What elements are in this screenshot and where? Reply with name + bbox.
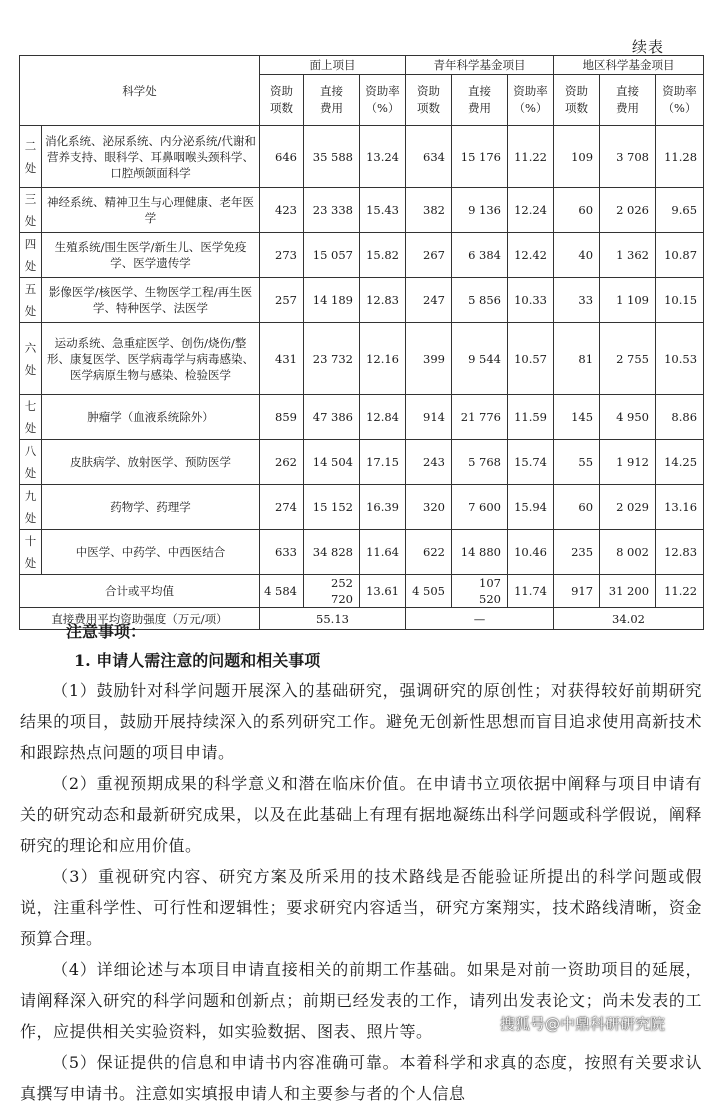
total-value-cell: 107 520 [452, 575, 508, 608]
value-cell: 12.84 [360, 395, 406, 440]
value-cell: 15.94 [508, 485, 554, 530]
value-cell: 247 [406, 278, 452, 323]
division-char: 处 [24, 466, 37, 480]
division-cell [20, 440, 42, 485]
watermark-text: 搜狐号@中鼎科研研究院 [500, 1015, 666, 1033]
division-char: 八 [24, 444, 37, 458]
value-cell: 16.39 [360, 485, 406, 530]
value-cell: 12.16 [360, 323, 406, 395]
value-cell: 11.64 [360, 530, 406, 575]
value-cell: 23 338 [304, 188, 360, 233]
value-cell: 10.33 [508, 278, 554, 323]
division-char: 处 [24, 556, 37, 570]
division-char: 五 [24, 282, 37, 296]
subheader-cell: 直接 费用 [304, 75, 360, 126]
header-division: 科学处 [20, 56, 260, 126]
value-cell: 431 [260, 323, 304, 395]
division-cell [20, 485, 42, 530]
value-cell: 5 856 [452, 278, 508, 323]
table-row [20, 233, 704, 278]
value-cell: 14 504 [304, 440, 360, 485]
continued-label: 续表 [632, 38, 665, 56]
total-value-cell: 4 505 [406, 575, 452, 608]
intensity-value-cell: — [406, 608, 554, 630]
value-cell: 10.15 [656, 278, 704, 323]
value-cell: 21 776 [452, 395, 508, 440]
subject-cell: 皮肤病学、放射医学、预防医学 [42, 440, 260, 485]
value-cell: 2 026 [600, 188, 656, 233]
value-cell: 273 [260, 233, 304, 278]
division-char: 处 [24, 160, 37, 175]
value-cell: 12.24 [508, 188, 554, 233]
value-cell: 14.25 [656, 440, 704, 485]
subject-cell: 药物学、药理学 [42, 485, 260, 530]
value-cell: 8 002 [600, 530, 656, 575]
subject-cell: 运动系统、急重症医学、创伤/烧伤/整形、康复医学、医学病毒学与病毒感染、医学病原生物与感染、检验医学 [42, 323, 260, 395]
value-cell: 423 [260, 188, 304, 233]
note-paragraph: （2）重视预期成果的科学意义和潜在临床价值。在申请书立项依据中阐释与项目申请有关的研究动态和最新研究成果，以及在此基础上有理有据地凝练出科学问题或科学假说，阐释研究的理论和应用价值。 [20, 774, 702, 855]
notes-title: 注意事项： [66, 622, 147, 641]
table-row [20, 278, 704, 323]
header-group-general: 面上项目 [260, 56, 406, 75]
value-cell: 5 768 [452, 440, 508, 485]
note-paragraph: （4）详细论述与本项目申请直接相关的前期工作基础。如果是对前一资助项目的延展，请阐释深入研究的科学问题和创新点；前期已经发表的工作，请列出发表论文；尚未发表的工作，应提供相关实验资料，如实验数据、图表、照片等。 [20, 960, 702, 1041]
value-cell: 15.82 [360, 233, 406, 278]
value-cell: 17.15 [360, 440, 406, 485]
intensity-value-cell: 55.13 [260, 608, 406, 630]
subject-cell: 神经系统、精神卫生与心理健康、老年医学 [42, 188, 260, 233]
value-cell: 12.42 [508, 233, 554, 278]
table-row [20, 323, 704, 395]
subject-cell: 影像医学/核医学、生物医学工程/再生医学、特种医学、法医学 [42, 278, 260, 323]
total-label: 合计或平均值 [20, 575, 260, 608]
value-cell: 9 544 [452, 323, 508, 395]
value-cell: 12.83 [360, 278, 406, 323]
division-cell [20, 395, 42, 440]
division-char: 处 [24, 259, 37, 273]
value-cell: 399 [406, 323, 452, 395]
division-char: 七 [24, 399, 37, 413]
value-cell: 235 [554, 530, 600, 575]
value-cell: 10.87 [656, 233, 704, 278]
value-cell: 9 136 [452, 188, 508, 233]
subject-cell: 消化系统、泌尿系统、内分泌系统/代谢和营养支持、眼科学、耳鼻咽喉头颈科学、口腔颅颌面科学 [42, 126, 260, 188]
value-cell: 382 [406, 188, 452, 233]
subheader-cell: 资助率 （%） [360, 75, 406, 126]
value-cell: 243 [406, 440, 452, 485]
value-cell: 262 [260, 440, 304, 485]
table-row [20, 126, 704, 188]
division-char: 三 [24, 192, 37, 206]
header-group-regional: 地区科学基金项目 [554, 56, 704, 75]
value-cell: 60 [554, 485, 600, 530]
subheader-cell: 资助率 （%） [656, 75, 704, 126]
value-cell: 10.46 [508, 530, 554, 575]
value-cell: 13.16 [656, 485, 704, 530]
value-cell: 1 362 [600, 233, 656, 278]
division-cell [20, 188, 42, 233]
division-cell [20, 278, 42, 323]
note-paragraph: （3）重视研究内容、研究方案及所采用的技术路线是否能验证所提出的科学问题或假说，注重科学性、可行性和逻辑性；要求研究内容适当，研究方案翔实，技术路线清晰，资金预算合理。 [20, 867, 702, 948]
value-cell: 14 880 [452, 530, 508, 575]
value-cell: 60 [554, 188, 600, 233]
value-cell: 859 [260, 395, 304, 440]
intensity-value-cell: 34.02 [554, 608, 704, 630]
division-char: 九 [24, 489, 37, 503]
subheader-cell: 资助 项数 [554, 75, 600, 126]
division-cell [20, 233, 42, 278]
division-cell [20, 126, 42, 188]
value-cell: 2 755 [600, 323, 656, 395]
subheader-cell: 资助率 （%） [508, 75, 554, 126]
subject-cell: 中医学、中药学、中西医结合 [42, 530, 260, 575]
value-cell: 320 [406, 485, 452, 530]
note-paragraph: （5）保证提供的信息和申请书内容准确可靠。本着科学和求真的态度，按照有关要求认真撰写申请书。注意如实填报申请人和主要参与者的个人信息 [20, 1053, 702, 1103]
value-cell: 633 [260, 530, 304, 575]
value-cell: 109 [554, 126, 600, 188]
value-cell: 15 176 [452, 126, 508, 188]
value-cell: 15.74 [508, 440, 554, 485]
value-cell: 1 109 [600, 278, 656, 323]
intensity-label: 直接费用平均资助强度（万元/项） [20, 608, 260, 630]
value-cell: 2 029 [600, 485, 656, 530]
value-cell: 914 [406, 395, 452, 440]
value-cell: 15.43 [360, 188, 406, 233]
total-value-cell: 11.74 [508, 575, 554, 608]
division-char: 处 [24, 304, 37, 318]
division-char: 十 [24, 534, 37, 548]
total-value-cell: 4 584 [260, 575, 304, 608]
total-value-cell: 31 200 [600, 575, 656, 608]
value-cell: 12.83 [656, 530, 704, 575]
division-char: 四 [24, 237, 37, 251]
total-row [20, 575, 704, 608]
value-cell: 81 [554, 323, 600, 395]
division-char: 处 [24, 511, 37, 525]
division-cell [20, 530, 42, 575]
subheader-cell: 资助 项数 [406, 75, 452, 126]
value-cell: 274 [260, 485, 304, 530]
value-cell: 15 152 [304, 485, 360, 530]
value-cell: 23 732 [304, 323, 360, 395]
subheader-cell: 资助 项数 [260, 75, 304, 126]
value-cell: 35 588 [304, 126, 360, 188]
subject-cell: 生殖系统/围生医学/新生儿、医学免疫学、医学遗传学 [42, 233, 260, 278]
value-cell: 1 912 [600, 440, 656, 485]
value-cell: 34 828 [304, 530, 360, 575]
value-cell: 11.28 [656, 126, 704, 188]
total-value-cell: 11.22 [656, 575, 704, 608]
table-row [20, 395, 704, 440]
grant-statistics-table [19, 55, 704, 630]
subheader-cell: 直接 费用 [600, 75, 656, 126]
table-row [20, 188, 704, 233]
total-value-cell: 252 720 [304, 575, 360, 608]
subject-cell: 肿瘤学（血液系统除外） [42, 395, 260, 440]
value-cell: 14 189 [304, 278, 360, 323]
note-paragraph: （1）鼓励针对科学问题开展深入的基础研究，强调研究的原创性；对获得较好前期研究结果的项目，鼓励开展持续深入的系列研究工作。避免无创新性思想而盲目追求使用高新技术和跟踪热点问题的项目申请。 [20, 681, 702, 762]
value-cell: 622 [406, 530, 452, 575]
header-group-youth: 青年科学基金项目 [406, 56, 554, 75]
value-cell: 646 [260, 126, 304, 188]
value-cell: 13.24 [360, 126, 406, 188]
value-cell: 3 708 [600, 126, 656, 188]
value-cell: 4 950 [600, 395, 656, 440]
value-cell: 257 [260, 278, 304, 323]
value-cell: 10.53 [656, 323, 704, 395]
value-cell: 40 [554, 233, 600, 278]
division-char: 处 [24, 214, 37, 228]
value-cell: 33 [554, 278, 600, 323]
value-cell: 145 [554, 395, 600, 440]
value-cell: 10.57 [508, 323, 554, 395]
subheader-cell: 直接 费用 [452, 75, 508, 126]
value-cell: 9.65 [656, 188, 704, 233]
division-char: 二 [24, 138, 37, 153]
total-value-cell: 13.61 [360, 575, 406, 608]
value-cell: 267 [406, 233, 452, 278]
value-cell: 11.59 [508, 395, 554, 440]
table-row [20, 440, 704, 485]
value-cell: 11.22 [508, 126, 554, 188]
value-cell: 7 600 [452, 485, 508, 530]
value-cell: 55 [554, 440, 600, 485]
value-cell: 634 [406, 126, 452, 188]
total-value-cell: 917 [554, 575, 600, 608]
value-cell: 15 057 [304, 233, 360, 278]
value-cell: 8.86 [656, 395, 704, 440]
notes-section [20, 617, 702, 1109]
division-char: 处 [24, 362, 37, 377]
notes-subtitle: 1. 申请人需注意的问题和相关事项 [74, 651, 321, 670]
value-cell: 47 386 [304, 395, 360, 440]
division-char: 处 [24, 421, 37, 435]
division-char: 六 [24, 340, 37, 355]
division-cell [20, 323, 42, 395]
table-row [20, 485, 704, 530]
table-row [20, 530, 704, 575]
value-cell: 6 384 [452, 233, 508, 278]
